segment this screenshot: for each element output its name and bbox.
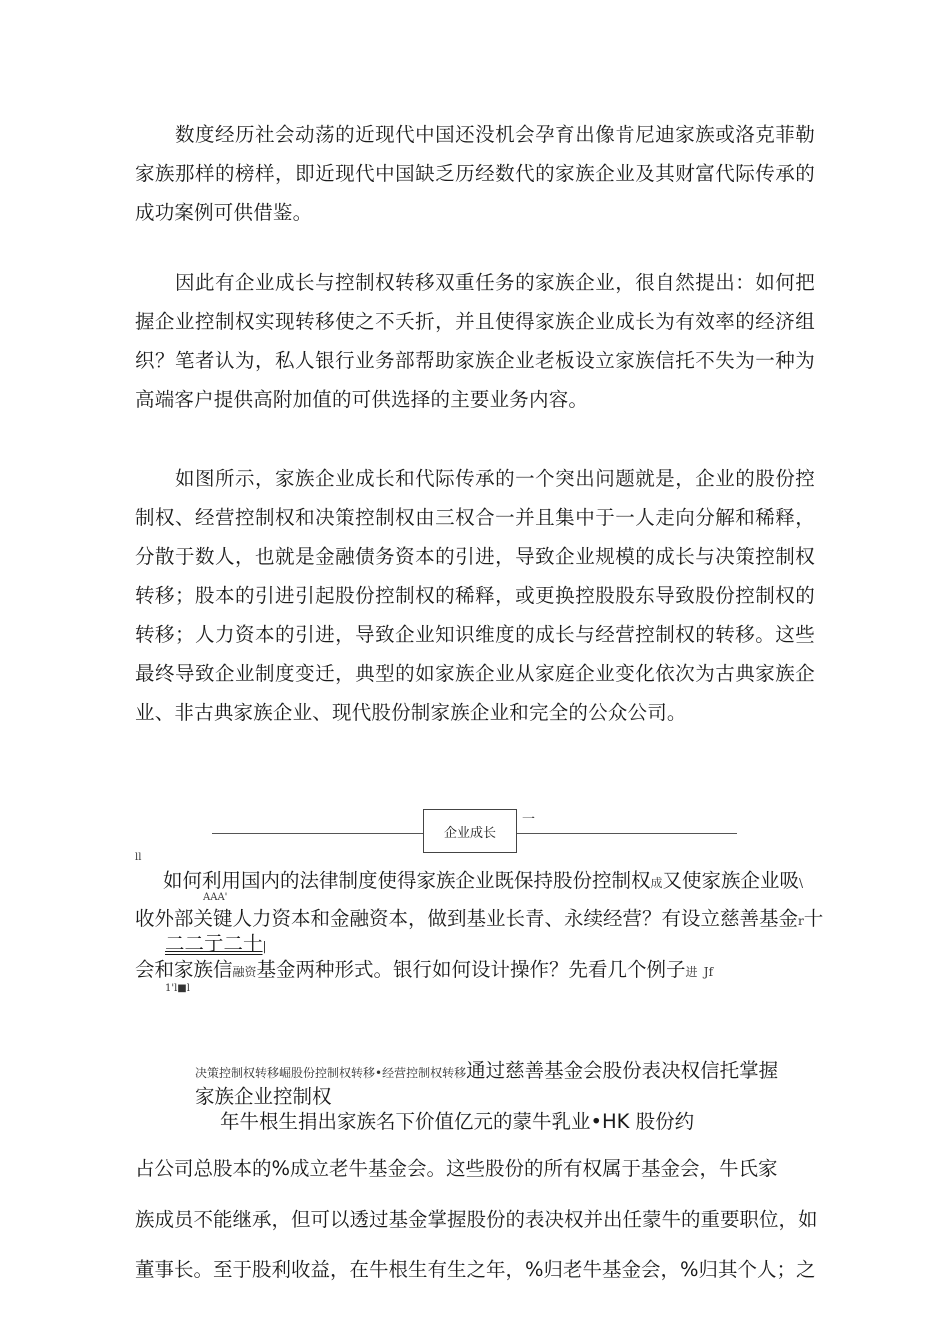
aaa-mark: AAA'	[203, 892, 228, 903]
enterprise-growth-box	[423, 809, 517, 853]
tiny-mark: 1'l■l	[165, 983, 190, 994]
diagram-line-right	[517, 833, 737, 834]
diagram-line-left	[212, 833, 423, 834]
left-mark: ll	[135, 852, 142, 863]
box-label: 企业成长	[443, 825, 496, 841]
paragraph-3: 如图所示，家族企业成长和代际传承的一个突出问题就是，企业的股份控制权、经营控制权和决策控制权由三权合一并且集中于一人走向分解和稀释，分散于数人，也就是金融债务资本的引进，导致企业规模的成长与决策控制权转移；股本的引进引起股份控制权的稀释，或更换控股股东导致股份控制权的转移；人力资本的引进，导致企业知识维度的成长与经营控制权的转移。这些最终导致企业制度变迁，典型的如家族企业从家庭企业变化依次为古典家族企业、非古典家族企业、现代股份制家族企业和完全的公众公司。	[135, 467, 815, 724]
body-line-b: 占公司总股本的%成立老牛基金会。这些股份的所有权属于基金会，牛氏家	[135, 1157, 778, 1180]
paragraph-1: 数度经历社会动荡的近现代中国还没机会孕育出像肯尼迪家族或洛克菲勒家族那样的榜样，即近现代中国缺乏历经数代的家族企业及其财富代际传承的成功案例可供借鉴。	[135, 123, 815, 224]
paragraph-2: 因此有企业成长与控制权转移双重任务的家族企业，很自然提出：如何把握企业控制权实现转移使之不夭折，并且使得家族企业成长为有效率的经济组织？笔者认为，私人银行业务部帮助家族企业老板设立家族信托不失为一种为高端客户提供高附加值的可供选择的主要业务内容。	[135, 271, 815, 411]
question-line-2: 收外部关键人力资本和金融资本，做到基业长青、永续经营？有设立慈善基金r十	[135, 907, 824, 930]
dash-mark: 一	[522, 812, 536, 827]
section-heading-line-1: 决策控制权转移崛股份控制权转移•经营控制权转移通过慈善基金会股份表决权信托掌握	[195, 1059, 779, 1082]
body-line-a: 年牛根生捐出家族名下价值亿元的蒙牛乳业•HK 股份约	[220, 1110, 695, 1133]
body-line-c: 族成员不能继承，但可以透过基金掌握股份的表决权并出任蒙牛的重要职位，如	[135, 1208, 818, 1231]
question-line-3: 二二亍二十|	[165, 932, 267, 955]
body-line-d: 董事长。至于股利收益，在牛根生有生之年，%归老牛基金会，%归其个人；之	[135, 1258, 816, 1281]
question-line-4: 会和家族信融资基金两种形式。银行如何设计操作？先看几个例子进 Jf	[135, 958, 714, 981]
question-line-1: 如何利用国内的法律制度使得家族企业既保持股份控制权成又使家族企业吸\	[163, 869, 804, 892]
section-heading-line-2: 家族企业控制权	[195, 1085, 332, 1108]
